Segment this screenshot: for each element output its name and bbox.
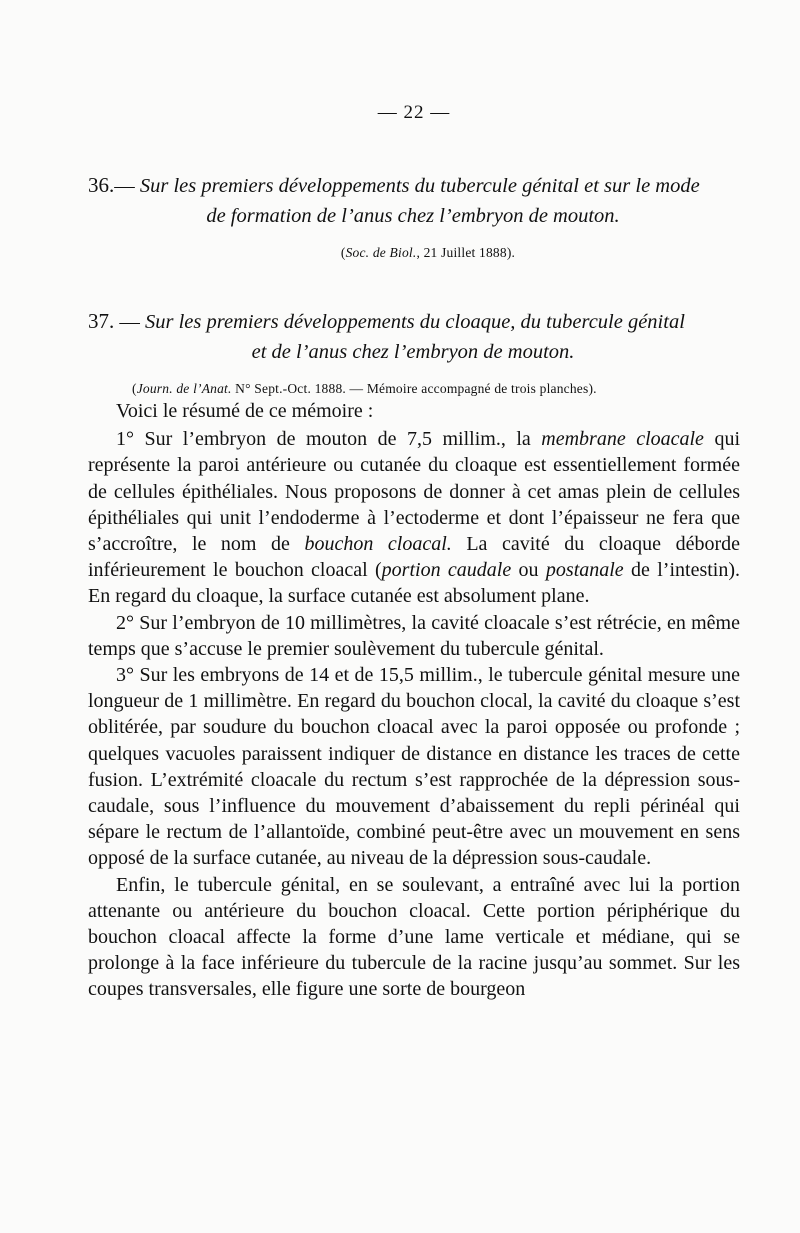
entry-title-line-1: Sur les premiers développements du tubercule génital et sur le mode	[139, 175, 700, 197]
term-portion-caudale: portion caudale	[381, 559, 512, 582]
entry-number: 36.	[88, 173, 115, 197]
entry-dash: —	[114, 311, 145, 333]
entry-title	[88, 306, 738, 367]
reference-details: , 21 Juillet 1888).	[416, 245, 516, 260]
entry-dash: —	[114, 175, 140, 197]
entry-title	[88, 170, 738, 231]
entry-title-line-2: de formation de l’anus chez l’embryon de mouton.	[206, 205, 620, 227]
summary-paragraph-1: 1° Sur l’embryon de mouton de 7,5 millim., la membrane cloacale qui représente la paroi antérieure ou cutanée du cloaque est essentiellement formée de cellules épithéliales. Nous proposons de donner à cet amas plein de cellules épithéliales qui unit l’endoderme à l’ectoderme et dont l’épaisseur ne fera que s’accroître, le nom de bouchon cloacal. La cavité du cloaque déborde inférieurement le bouchon cloacal (portion caudale ou postanale de l’intestin). En regard du cloaque, la surface cutanée est absolument plane.	[88, 428, 741, 608]
term-postanale: postanale	[545, 559, 624, 582]
bibliography-entry-36	[88, 170, 738, 261]
summary-intro: Voici le résumé de ce mémoire :	[116, 400, 374, 422]
summary-paragraph-3: 3° Sur les embryons de 14 et de 15,5 millim., le tubercule génital mesure une longueur de 1 millimètre. En regard du bouchon clocal, la cavité du cloaque s’est oblitérée, par soudure du bouchon cloacal avec la paroi opposée ou profonde ; quelques vacuoles paraissent indiquer de distance en distance les traces de cette fusion. L’extrémité cloacale du rectum s’est rapprochée de la dépression sous-caudale, sous l’influence du mouvement d’abaissement du repli périnéal qui sépare le rectum de l’allantoïde, combiné peut-être avec un mouvement en sens opposé de la surface cutanée, au niveau de la dépression sous-caudale.	[88, 664, 740, 870]
entry-title-line-2: et de l’anus chez l’embryon de mouton.	[251, 341, 575, 363]
summary-paragraph-4: Enfin, le tubercule génital, en se soulevant, a entraîné avec lui la portion attenante ou antérieure du bouchon cloacal. Cette portion périphérique du bouchon cloacal affecte la forme d’une lame verticale et médiane, qui se prolonge à la face inférieure du tubercule de la racine jusqu’au sommet. Sur les coupes transversales, elle figure une sorte de bourgeon	[88, 873, 740, 1001]
summary-paragraph-2: 2° Sur l’embryon de 10 millimètres, la cavité cloacale s’est rétrécie, en même temps que s’accuse le premier soulèvement du tubercule génital.	[88, 611, 740, 660]
term-membrane-cloacale: membrane cloacale	[541, 428, 704, 451]
entry-reference: (Journ. de l’Anat. N° Sept.-Oct. 1888. — Mémoire accompagné de trois planches).	[132, 381, 597, 396]
reference-journal: Soc. de Biol.	[345, 245, 417, 260]
entry-title-line-1: Sur les premiers développements du cloaque, du tubercule génital	[145, 311, 685, 333]
reference-journal: Journ. de l’Anat.	[136, 381, 232, 396]
entry-number: 37.	[88, 309, 115, 333]
entry-reference: (Soc. de Biol., 21 Juillet 1888).	[340, 245, 516, 260]
reference-details: N° Sept.-Oct. 1888. — Mémoire accompagné de trois planches).	[231, 381, 597, 396]
page-number: — 22 —	[377, 102, 451, 123]
term-bouchon-cloacal: bouchon cloacal.	[304, 533, 452, 556]
summary-body	[88, 398, 740, 1003]
bibliography-entry-37	[88, 306, 738, 397]
